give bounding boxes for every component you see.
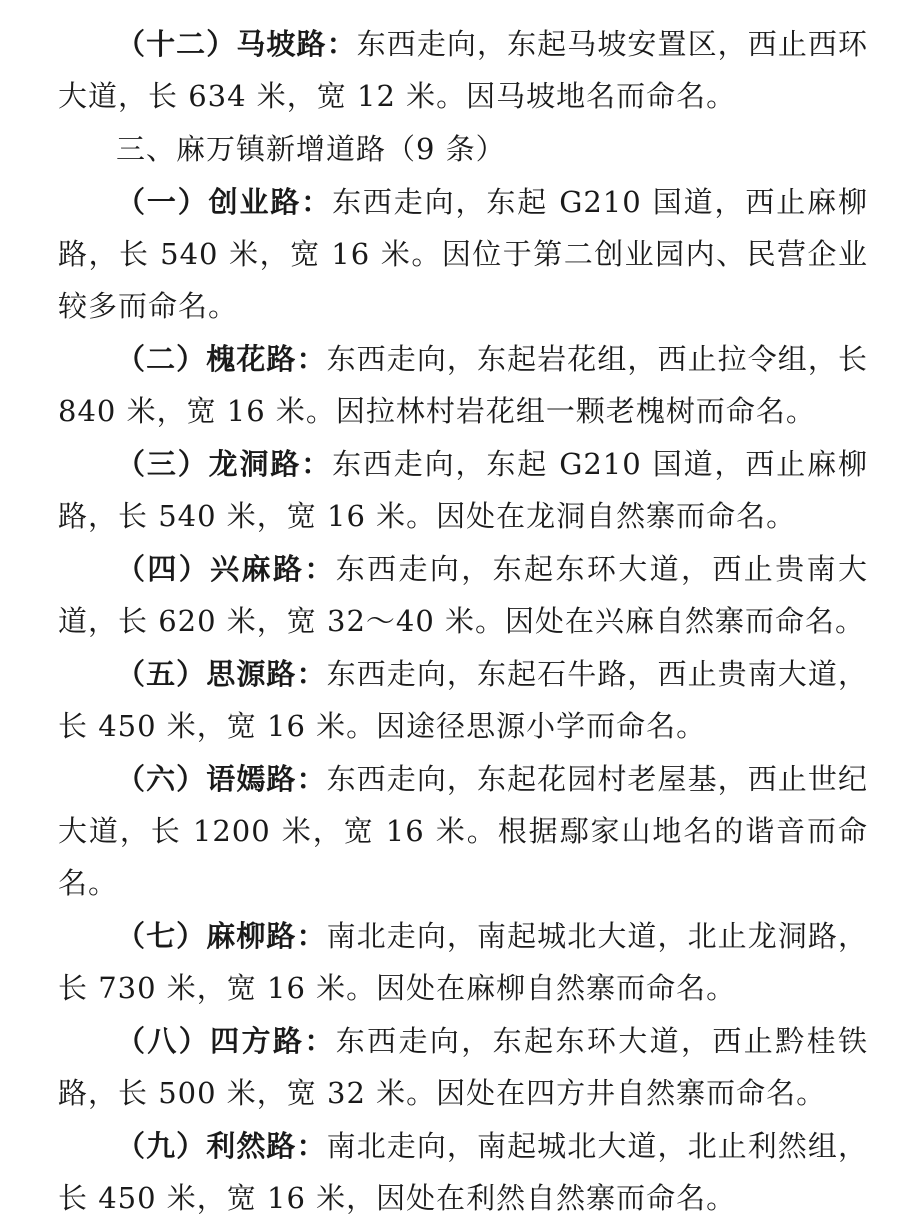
road-entry-text: 东西走向，东起东环大道，西止贵南大道，长 620 米，宽 32～40 米。因处在兴麻自然寨而命名。	[58, 552, 868, 638]
road-entry-label: （九）利然路：	[116, 1129, 327, 1163]
road-entry-6	[58, 753, 868, 909]
road-entry-9	[58, 1120, 868, 1224]
road-entry-8	[58, 1015, 868, 1119]
road-entry-label: （十二）马坡路：	[116, 27, 357, 61]
road-entry-7	[58, 910, 868, 1014]
road-entry-label: （二）槐花路：	[116, 342, 327, 376]
road-entry-text: 东西走向，东起石牛路，西止贵南大道，长 450 米，宽 16 米。因途径思源小学而命名。	[58, 657, 868, 743]
road-entry-text: 南北走向，南起城北大道，北止龙洞路，长 730 米，宽 16 米。因处在麻柳自然寨而命名。	[58, 919, 868, 1005]
road-entry-label: （六）语嫣路：	[116, 762, 327, 796]
road-entry-label: （五）思源路：	[116, 657, 327, 691]
road-entry-label: （三）龙洞路：	[116, 447, 333, 481]
document-page	[58, 18, 868, 1225]
road-entry-text: 东西走向，东起岩花组，西止拉令组，长 840 米，宽 16 米。因拉林村岩花组一颗老槐树而命名。	[58, 342, 868, 428]
road-entry-1	[58, 176, 868, 332]
section-heading: 三、麻万镇新增道路（9 条）	[116, 132, 506, 166]
road-entry-text: 东西走向，东起 G210 国道，西止麻柳路，长 540 米，宽 16 米。因处在龙洞自然寨而命名。	[58, 447, 868, 533]
road-entry-text: 东西走向，东起花园村老屋基，西止世纪大道，长 1200 米，宽 16 米。根据鄢家山地名的谐音而命名。	[58, 762, 868, 900]
road-entry-2	[58, 333, 868, 437]
road-entry-text: 南北走向，南起城北大道，北止利然组，长 450 米，宽 16 米，因处在利然自然寨而命名。	[58, 1129, 868, 1215]
road-entry-text: 东西走向，东起 G210 国道，西止麻柳路，长 540 米，宽 16 米。因位于第二创业园内、民营企业较多而命名。	[58, 185, 868, 323]
road-entry-label: （四）兴麻路：	[116, 552, 336, 586]
road-entry-label: （七）麻柳路：	[116, 919, 327, 953]
road-entry-4	[58, 543, 868, 647]
road-entry-ma-po	[58, 18, 868, 122]
road-entry-text: 东西走向，东起马坡安置区，西止西环大道，长 634 米，宽 12 米。因马坡地名而命名。	[58, 27, 868, 113]
road-entry-text: 东西走向，东起东环大道，西止黔桂铁路，长 500 米，宽 32 米。因处在四方井自然寨而命名。	[58, 1024, 868, 1110]
road-entry-label: （八）四方路：	[116, 1024, 336, 1058]
road-entry-label: （一）创业路：	[116, 185, 333, 219]
road-entry-5	[58, 648, 868, 752]
road-entry-3	[58, 438, 868, 542]
